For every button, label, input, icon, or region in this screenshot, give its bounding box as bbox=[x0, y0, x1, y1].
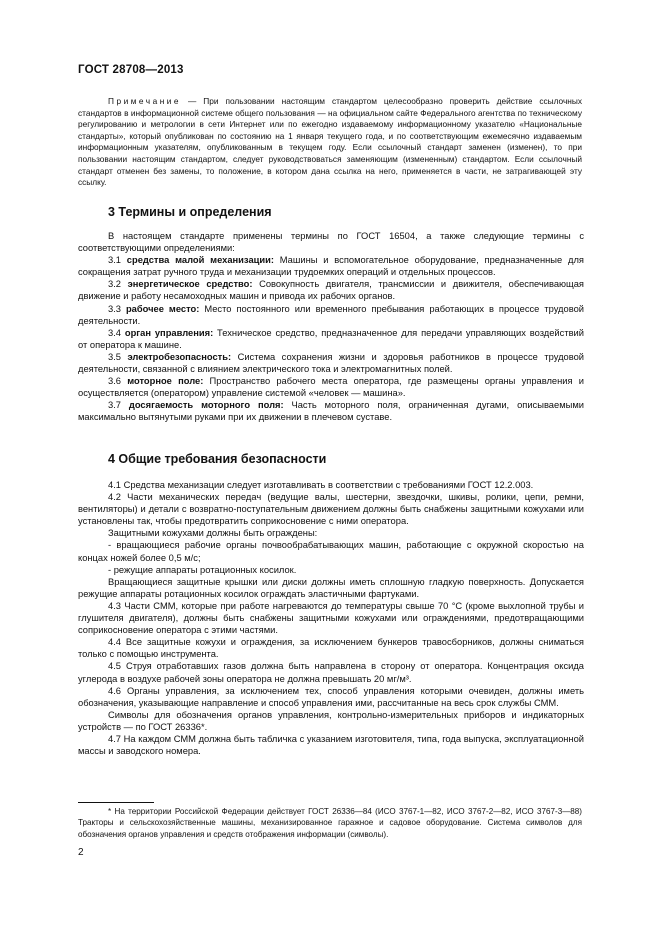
term-name: моторное поле: bbox=[127, 376, 204, 387]
section-4-title: 4 Общие требования безопасности bbox=[108, 452, 327, 466]
document-header: ГОСТ 28708—2013 bbox=[78, 64, 184, 76]
term-definition: Совокупность двигателя, трансмиссии и движителя, обеспечивающая движение и работу несамоходных машин и привода их рабочих органов. bbox=[78, 279, 584, 302]
term-name: электробезопасность: bbox=[127, 351, 232, 362]
term-number: 3.6 bbox=[108, 376, 128, 387]
section-3-title: 3 Термины и определения bbox=[108, 205, 272, 219]
term-3-1 bbox=[78, 254, 584, 278]
term-definition: Система сохранения жизни и здоровья работников в процессе трудовой деятельности, связанной с влиянием электрического тока и электромагнитных полей. bbox=[78, 351, 584, 375]
guard-covers-paragraph: Вращающиеся защитные крышки или диски должны иметь сплошную гладкую поверхность. Допускается режущие аппараты ротационных косилок ограждать эластичными фартуками. bbox=[78, 576, 584, 599]
term-name: орган управления: bbox=[124, 327, 214, 338]
term-number: 3.4 bbox=[108, 327, 125, 338]
footnote: * На территории Российской Федерации действует ГОСТ 26336—84 (ИСО 3767-1—82, ИСО 3767-2—82, ИСО 3767-3—88) Тракторы и сельскохозяйственные машины, механизированное гаражное и садовое оборудование. Система символов для обозначения органов управления и средств отображения информации (символы). bbox=[78, 807, 582, 839]
term-name: рабочее место: bbox=[125, 303, 200, 314]
note-text: — При пользовании настоящим стандартом целесообразно проверить действие ссылочных стандартов в информационной системе общего пользования — на официальном сайте Федерального агентства по техническому регулированию и метрологии в сети Интернет или по ежегодно издаваемому информационному указателю «Национальные стандарты», который опубликован по состоянию на 1 января текущего года, и по соответствующим ежемесячно издаваемым информационным указателям, опубликованным в текущем году. Если ссылочный стандарт заменен (изменен), то при пользовании настоящим стандартом, следует руководствоваться заменяющим (измененным) стандартом. Если ссылочный стандарт отменен без замены, то положение, в котором дана ссылка на него, применяется в части, не затрагивающей эту ссылку. bbox=[78, 96, 582, 188]
term-3-5 bbox=[78, 351, 584, 375]
term-name: досягаемость моторного поля: bbox=[128, 400, 284, 411]
page-number: 2 bbox=[78, 847, 84, 858]
term-number: 3.7 bbox=[108, 400, 129, 411]
list-item: - режущие аппараты ротационных косилок. bbox=[108, 564, 297, 575]
term-3-6 bbox=[78, 375, 584, 399]
clause-4-1: 4.1 Средства механизации следует изготавливать в соответствии с требованиями ГОСТ 12.2.003. bbox=[108, 480, 534, 490]
footnote-divider bbox=[78, 802, 154, 803]
term-3-4 bbox=[78, 327, 584, 351]
list-item: - вращающиеся рабочие органы почвообрабатывающих машин, работающие с окружной скоростью на концах ножей более 0,5 м/с; bbox=[78, 540, 584, 563]
term-3-3 bbox=[78, 303, 584, 327]
term-3-7 bbox=[78, 399, 584, 423]
reference-note bbox=[78, 96, 582, 189]
term-3-2 bbox=[78, 278, 584, 302]
term-definition: Пространство рабочего места оператора, где размещены органы управления и осуществляется (оператором) управление системой «человек — машина». bbox=[78, 376, 584, 399]
clause-4-5: 4.5 Струя отработавших газов должна быть направлена в сторону от оператора. Концентрация оксида углерода в воздухе рабочей зоны оператора не должна превышать 20 мг/м³. bbox=[78, 661, 584, 684]
term-definition: Часть моторного поля, ограниченная дугами, описываемыми максимально вытянутыми руками при их движении в плечевом суставе. bbox=[78, 400, 584, 423]
symbols-paragraph: Символы для обозначения органов управления, контрольно-измерительных приборов и индикаторных устройств — по ГОСТ 26336*. bbox=[78, 709, 584, 732]
term-definition: Машины и вспомогательное оборудование, предназначенные для сокращения затрат ручного труда и механизации трудоемких операций и отдельных процессов. bbox=[78, 255, 584, 278]
clause-4-2: 4.2 Части механических передач (ведущие валы, шестерни, звездочки, шкивы, ролики, цепи, ремни, вентиляторы) и детали с возвратно-поступательным движением должны быть снабжены защитными кожухами или установлены так, чтобы предотвратить соприкосновение с ними оператора. bbox=[78, 492, 584, 527]
section-3-intro: В настоящем стандарте применены термины по ГОСТ 16504, а также следующие термины с соответствующими определениями: bbox=[78, 231, 584, 254]
clause-4-4: 4.4 Все защитные кожухи и ограждения, за исключением бункеров травосборников, должны сниматься только с помощью инструмента. bbox=[78, 637, 584, 660]
clause-4-6: 4.6 Органы управления, за исключением тех, способ управления которыми очевиден, должны иметь обозначения, указывающие направление и способ управления ими, рассчитанные на весь срок службы СММ. bbox=[78, 685, 584, 708]
term-name: энергетическое средство: bbox=[127, 279, 253, 290]
term-name: средства малой механизации: bbox=[126, 255, 274, 266]
section-4-body bbox=[78, 479, 584, 757]
guard-intro: Защитными кожухами должны быть ограждены: bbox=[108, 528, 318, 539]
term-definition: Техническое средство, предназначенное для передачи управляющих воздействий от оператора к машине. bbox=[78, 327, 584, 350]
term-number: 3.3 bbox=[108, 303, 126, 314]
term-number: 3.2 bbox=[108, 279, 128, 290]
clause-4-7: 4.7 На каждом СММ должна быть табличка с указанием изготовителя, типа, года выпуска, эксплуатационной массы и заводского номера. bbox=[78, 733, 584, 757]
term-number: 3.1 bbox=[108, 255, 127, 266]
term-number: 3.5 bbox=[108, 351, 128, 362]
section-3-body bbox=[78, 230, 584, 424]
clause-4-3: 4.3 Части СММ, которые при работе нагреваются до температуры свыше 70 °С (кроме выхлопной трубы и глушителя двигателя), должны быть снабжены защитными кожухами или ограждениями, предотвращающими соприкосновение оператора с этими частями. bbox=[78, 600, 584, 636]
note-label: Примечание bbox=[108, 96, 182, 106]
term-definition: Место постоянного или временного пребывания работающих в процессе трудовой деятельности. bbox=[78, 303, 584, 326]
